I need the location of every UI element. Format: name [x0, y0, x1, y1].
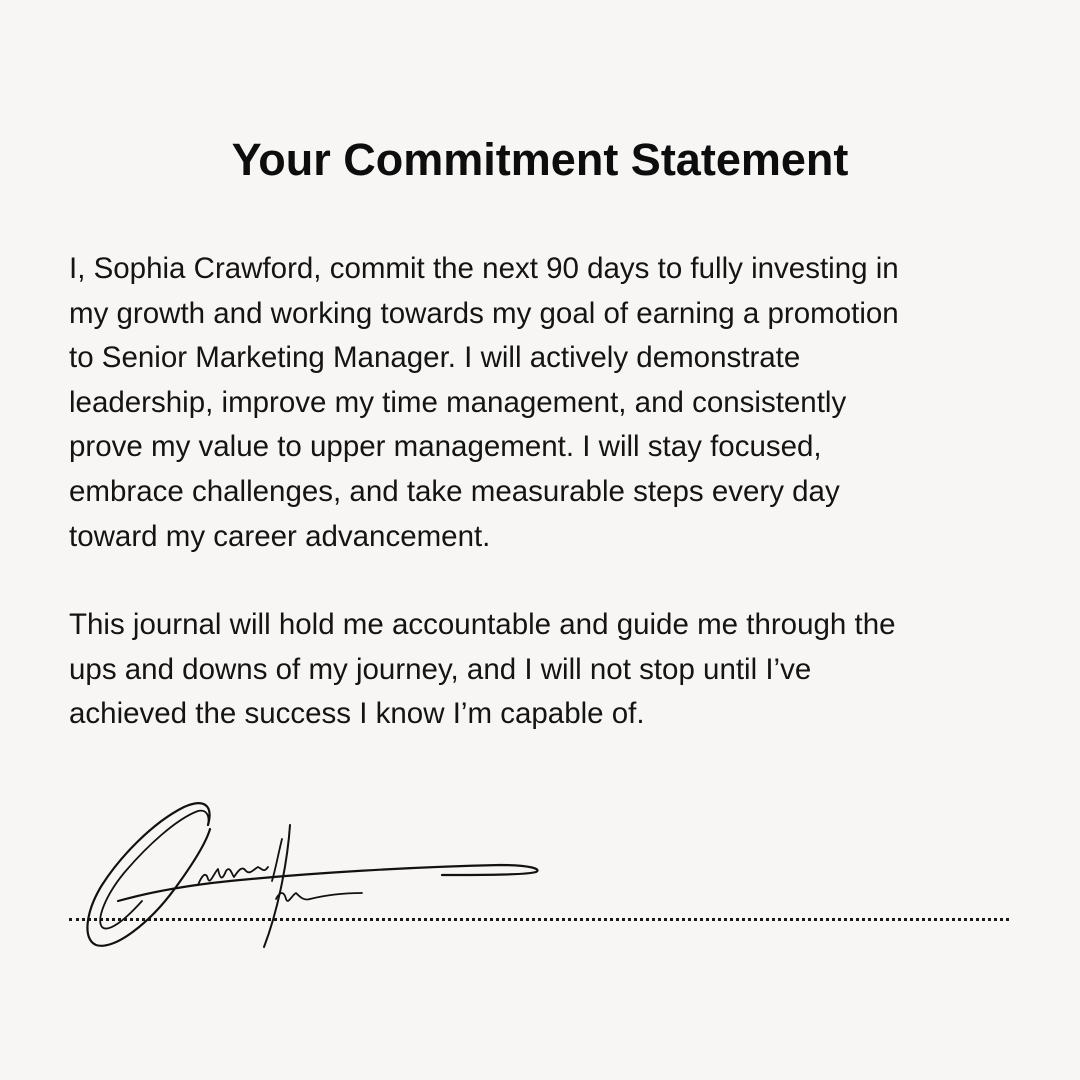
handwritten-signature	[80, 795, 550, 955]
signature-loop-stroke	[87, 803, 210, 946]
paragraph-line: achieved the success I know I’m capable of.	[69, 697, 645, 731]
signature-tail-stroke	[276, 893, 362, 901]
page-title: Your Commitment Statement	[231, 134, 849, 185]
paragraph-line: I, Sophia Crawford, commit the next 90 days to fully investing in	[69, 252, 899, 285]
paragraph-line: toward my career advancement.	[69, 519, 491, 553]
paragraph-line: ups and downs of my journey, and I will not stop until I’ve	[69, 652, 812, 686]
paragraph-line: my growth and working towards my goal of earning a promotion	[69, 296, 899, 330]
commitment-paragraph	[69, 247, 1009, 559]
accountability-paragraph	[69, 603, 1009, 737]
signature-letters-stroke	[198, 867, 268, 885]
paragraph-line: This journal will hold me accountable and guide me through the	[69, 608, 896, 641]
signature-loop-inner-stroke	[100, 811, 208, 929]
signature-short-stroke	[272, 839, 282, 881]
paragraph-line: prove my value to upper management. I will stay focused,	[69, 430, 822, 464]
paragraph-line: embrace challenges, and take measurable steps every day	[69, 474, 840, 508]
paragraph-line: to Senior Marketing Manager. I will actively demonstrate	[69, 341, 801, 375]
signature-vertical-stroke	[264, 825, 290, 947]
paragraph-line: leadership, improve my time management, and consistently	[69, 385, 847, 419]
